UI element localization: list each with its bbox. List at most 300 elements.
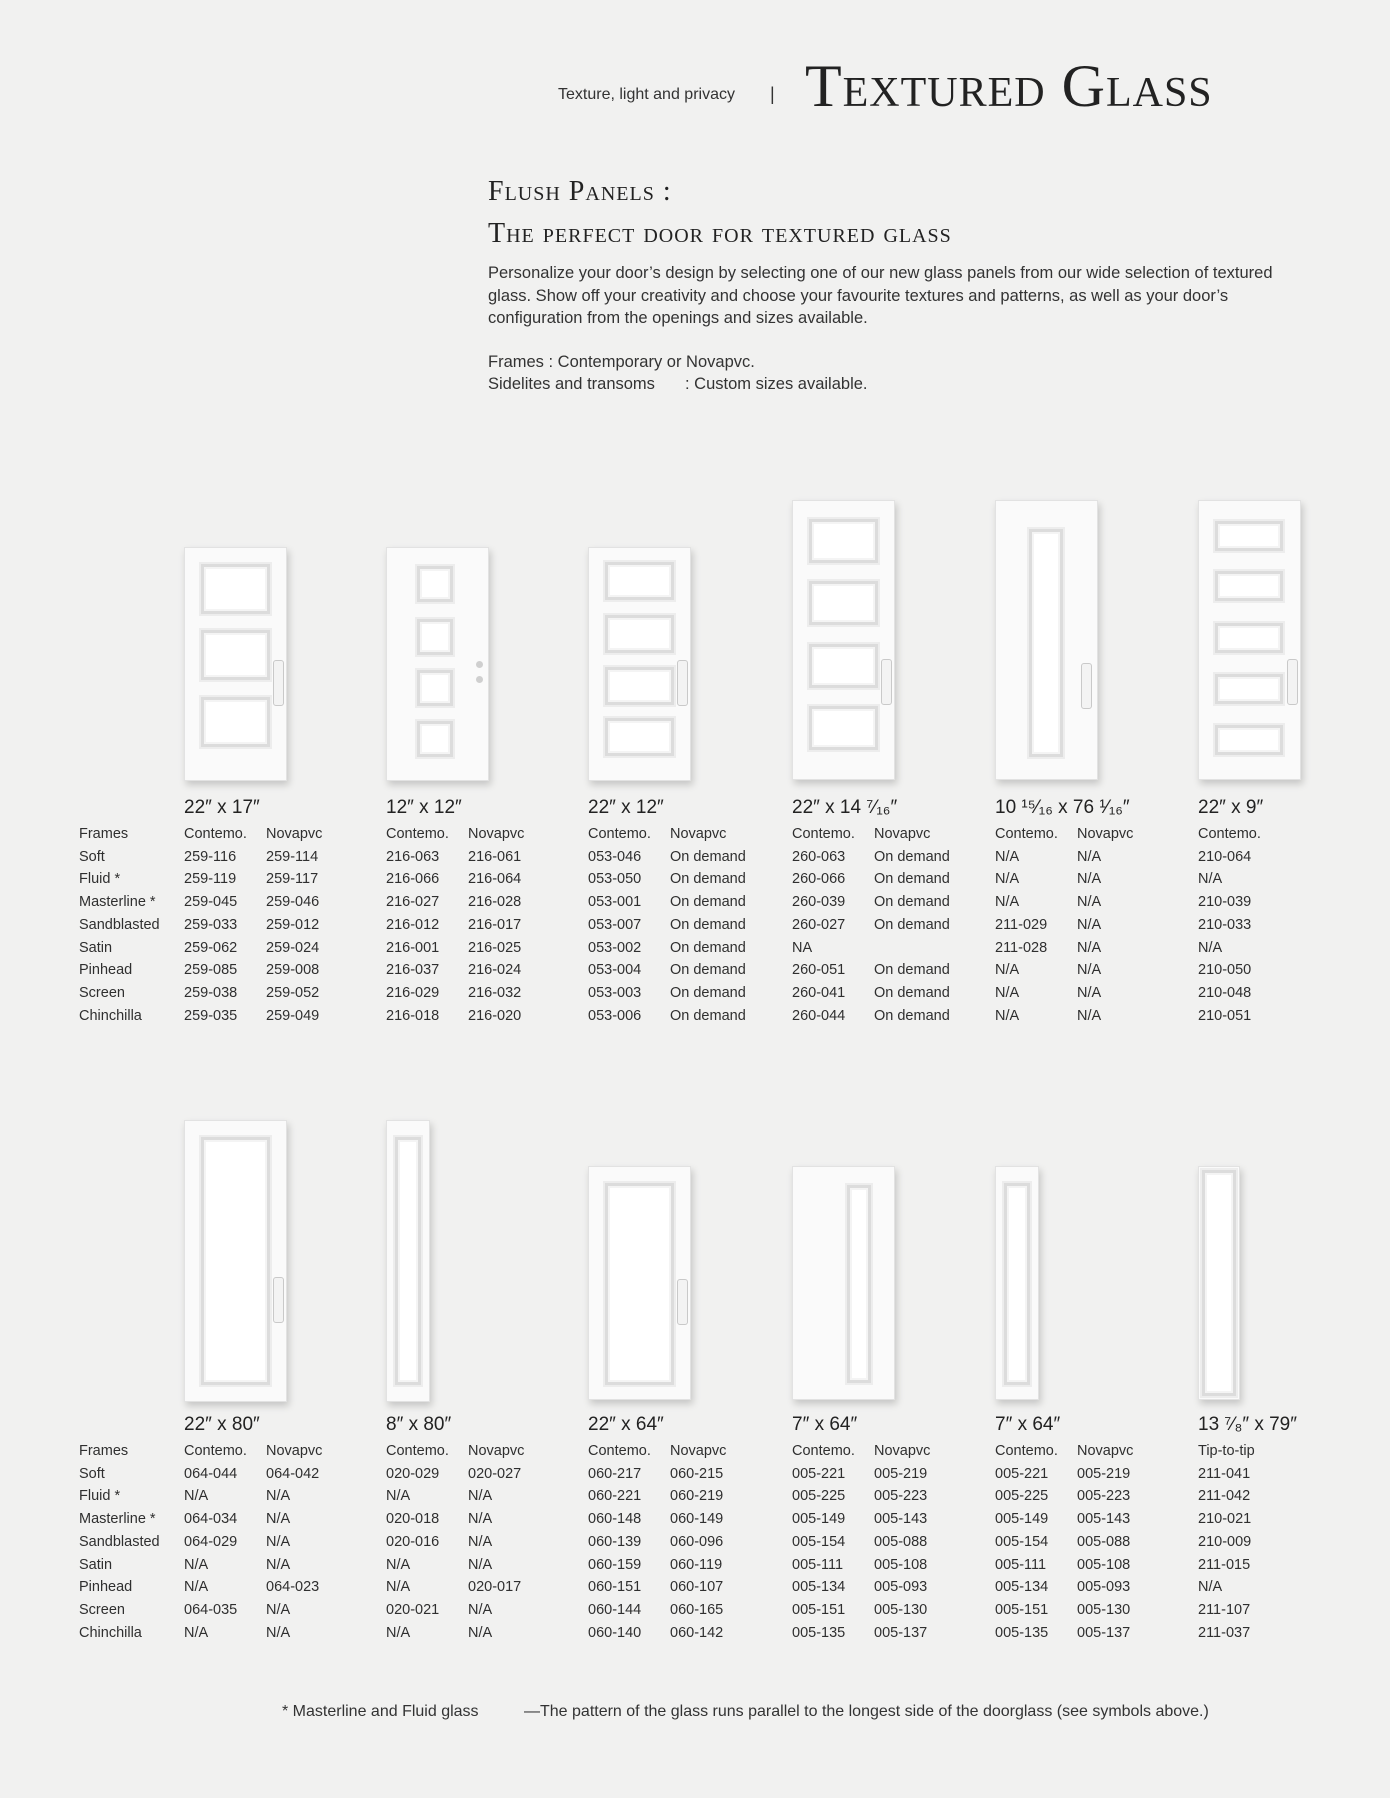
table-cell: 005-143 [1077, 1511, 1131, 1528]
product-dimension: 8″ x 80″ [386, 1414, 452, 1435]
table-cell: 259-033 [184, 916, 238, 933]
product-dimension: 22″ x 80″ [184, 1414, 260, 1435]
product-column-contemo [386, 1440, 449, 1644]
product-column-contemo [995, 1440, 1058, 1644]
glass-panel [605, 562, 674, 600]
table-cell: 064-044 [184, 1465, 238, 1482]
table-cell: On demand [670, 962, 746, 979]
table-cell: 210-039 [1198, 894, 1252, 911]
door-illustration-22x17 [184, 547, 287, 781]
table-cell: N/A [1077, 871, 1102, 888]
table-cell: 211-028 [995, 939, 1048, 956]
product-column-contemo [184, 823, 247, 1027]
glass-panel [605, 667, 674, 705]
door-handle [881, 659, 892, 705]
row-label: Pinhead [79, 962, 133, 979]
product-column-novapvc [670, 823, 746, 1027]
table-cell [1280, 823, 1284, 846]
row-label: Frames [79, 826, 129, 842]
table-cell: Contemo. [386, 1443, 449, 1459]
table-cell: 259-008 [266, 962, 320, 979]
table-cell: Tip-to-tip [1198, 1443, 1255, 1459]
sidelites-value: : Custom sizes available. [685, 375, 868, 393]
glass-panel [201, 564, 270, 614]
table-cell: Novapvc [1077, 1443, 1134, 1459]
table-cell: On demand [874, 894, 950, 911]
table-cell [1280, 1463, 1284, 1486]
table-cell: 005-111 [995, 1556, 1047, 1573]
door-illustration-22x80 [184, 1120, 287, 1402]
header-separator: | [770, 84, 775, 104]
top-row-labels [79, 823, 160, 1027]
door-knob [476, 676, 483, 683]
table-cell: 259-024 [266, 939, 320, 956]
table-cell [1280, 959, 1284, 982]
product-dimension: 22″ x 12″ [588, 797, 664, 818]
product-column-novapvc [874, 1440, 930, 1644]
table-cell: 005-137 [874, 1624, 928, 1641]
table-cell [1280, 1485, 1284, 1508]
table-cell [1280, 1576, 1284, 1599]
table-cell: 259-085 [184, 962, 238, 979]
door-handle [273, 1277, 284, 1323]
table-cell: 259-052 [266, 984, 320, 1001]
glass-panel [847, 1185, 871, 1383]
table-cell: N/A [995, 962, 1020, 979]
footer-note-asterisk: * Masterline and Fluid glass [282, 1703, 479, 1720]
glass-panel [201, 1137, 270, 1385]
page-title: Textured Glass [805, 53, 1213, 119]
table-cell [1280, 891, 1284, 914]
table-cell: 005-154 [792, 1533, 846, 1550]
table-cell: N/A [266, 1624, 291, 1641]
table-cell: 060-219 [670, 1488, 724, 1505]
table-cell: 216-012 [386, 916, 440, 933]
table-cell: 211-042 [1198, 1488, 1251, 1505]
door-handle [677, 1279, 688, 1325]
table-cell: 020-016 [386, 1533, 440, 1550]
table-cell: 210-033 [1198, 916, 1252, 933]
table-cell: On demand [874, 916, 950, 933]
table-cell: N/A [266, 1511, 291, 1528]
product-column-novapvc [468, 1440, 524, 1644]
table-cell: On demand [670, 984, 746, 1001]
row-label: Masterline * [79, 894, 156, 911]
sidelite-illustration-7x64 [995, 1166, 1039, 1400]
table-cell: 216-001 [386, 939, 440, 956]
table-cell: N/A [468, 1601, 493, 1618]
table-cell: 216-024 [468, 962, 522, 979]
table-cell: N/A [1077, 962, 1102, 979]
table-cell: 005-149 [995, 1511, 1049, 1528]
table-cell [1280, 1005, 1284, 1028]
product-column-contemo [1198, 823, 1261, 1027]
table-cell: 060-221 [588, 1488, 642, 1505]
table-cell [1280, 1622, 1284, 1645]
table-cell: 216-017 [468, 916, 522, 933]
table-cell: 005-221 [995, 1465, 1049, 1482]
product-column-novapvc [266, 1440, 322, 1644]
product-column-contemo [184, 1440, 247, 1644]
product-column-contemo [588, 1440, 651, 1644]
table-cell: 259-117 [266, 871, 319, 888]
glass-panel [605, 615, 674, 653]
table-cell: 060-139 [588, 1533, 642, 1550]
table-cell: On demand [670, 916, 746, 933]
table-cell: 005-223 [874, 1488, 928, 1505]
product-dimension: 13 ⁷⁄₈″ x 79″ [1198, 1414, 1297, 1435]
product-dimension: 10 ¹⁵⁄₁₆ x 76 ¹⁄₁₆″ [995, 797, 1130, 818]
table-cell: 053-050 [588, 871, 642, 888]
table-cell: N/A [1077, 894, 1102, 911]
section-title: Flush Panels : [488, 176, 672, 207]
glass-panel [605, 718, 674, 756]
product-column-contemo [792, 1440, 855, 1644]
table-cell: On demand [670, 939, 746, 956]
table-cell: 020-029 [386, 1465, 440, 1482]
row-label: Fluid * [79, 1488, 121, 1505]
table-cell: 005-225 [995, 1488, 1049, 1505]
product-column-contemo [588, 823, 651, 1027]
table-cell: 020-018 [386, 1511, 440, 1528]
glass-panel [605, 1183, 674, 1385]
table-cell: Contemo. [1198, 826, 1261, 842]
table-cell: 064-035 [184, 1601, 238, 1618]
table-cell: 260-063 [792, 848, 846, 865]
row-label: Screen [79, 1601, 125, 1618]
table-cell: 259-012 [266, 916, 320, 933]
table-cell: N/A [995, 848, 1020, 865]
footer-note-pattern: —The pattern of the glass runs parallel to the longest side of the doorglass (see symbols above.) [524, 1703, 1209, 1720]
product-dimension: 22″ x 17″ [184, 797, 260, 818]
table-cell: 005-108 [1077, 1556, 1131, 1573]
table-cell [1280, 937, 1284, 960]
table-cell: 020-017 [468, 1579, 522, 1596]
table-cell: N/A [995, 894, 1020, 911]
door-illustration-12x12 [386, 547, 489, 781]
table-cell: Novapvc [874, 826, 931, 842]
table-cell: 210-021 [1198, 1511, 1252, 1528]
table-cell: 005-219 [1077, 1465, 1131, 1482]
table-cell: NA [792, 939, 813, 956]
table-cell: On demand [670, 1007, 746, 1024]
table-cell: N/A [1077, 984, 1102, 1001]
table-cell: 216-032 [468, 984, 522, 1001]
product-column-novapvc [1280, 1440, 1284, 1644]
glass-panel [417, 721, 453, 757]
row-label: Screen [79, 984, 125, 1001]
row-label: Chinchilla [79, 1007, 142, 1024]
table-cell: 005-088 [1077, 1533, 1131, 1550]
table-cell: 005-134 [792, 1579, 846, 1596]
table-cell: 005-130 [874, 1601, 928, 1618]
table-cell: N/A [468, 1556, 493, 1573]
table-cell: 005-223 [1077, 1488, 1131, 1505]
product-dimension: 12″ x 12″ [386, 797, 462, 818]
glass-panel [201, 630, 270, 680]
door-handle [1287, 659, 1298, 705]
table-cell: 259-116 [184, 848, 237, 865]
table-cell: 216-020 [468, 1007, 522, 1024]
door-handle [677, 660, 688, 706]
table-cell: On demand [670, 894, 746, 911]
table-cell: 053-046 [588, 848, 642, 865]
table-cell: 060-149 [670, 1511, 724, 1528]
table-cell: 260-027 [792, 916, 846, 933]
table-cell: On demand [874, 984, 950, 1001]
table-cell: 005-149 [792, 1511, 846, 1528]
table-cell: 211-041 [1198, 1465, 1251, 1482]
product-dimension: 7″ x 64″ [792, 1414, 858, 1435]
table-cell: 210-064 [1198, 848, 1252, 865]
header-subtitle: Texture, light and privacy [558, 86, 735, 103]
product-column-contemo [1198, 1440, 1255, 1644]
row-label: Sandblasted [79, 1533, 160, 1550]
table-cell: 060-215 [670, 1465, 724, 1482]
table-cell [1280, 982, 1284, 1005]
table-cell: 260-051 [792, 962, 846, 979]
door-illustration-10x76 [995, 500, 1098, 780]
table-cell: 053-003 [588, 984, 642, 1001]
table-cell: 060-107 [670, 1579, 724, 1596]
product-column-contemo [792, 823, 855, 1027]
table-cell: N/A [266, 1601, 291, 1618]
product-dimension: 22″ x 9″ [1198, 797, 1264, 818]
table-cell: Novapvc [874, 1443, 931, 1459]
table-cell: N/A [1198, 939, 1223, 956]
table-cell: 060-159 [588, 1556, 642, 1573]
table-cell: 005-221 [792, 1465, 846, 1482]
table-cell: On demand [874, 848, 950, 865]
product-column-novapvc [1077, 1440, 1133, 1644]
table-cell: On demand [874, 1007, 950, 1024]
table-cell: 053-007 [588, 916, 642, 933]
table-cell: Novapvc [468, 1443, 525, 1459]
glass-panel [1215, 571, 1283, 601]
row-label: Fluid * [79, 871, 121, 888]
table-cell: 216-063 [386, 848, 440, 865]
table-cell: 053-006 [588, 1007, 642, 1024]
product-column-novapvc [468, 823, 524, 1027]
table-cell: 259-114 [266, 848, 319, 865]
table-cell: 005-151 [792, 1601, 846, 1618]
glass-panel [395, 1137, 421, 1385]
door-knob [476, 661, 483, 668]
glass-panel [1004, 1183, 1030, 1385]
table-cell: N/A [468, 1511, 493, 1528]
glass-panel [1029, 529, 1063, 757]
table-cell: 005-151 [995, 1601, 1049, 1618]
door-illustration-22x64 [588, 1166, 691, 1400]
table-cell: 064-042 [266, 1465, 320, 1482]
table-cell: Contemo. [588, 1443, 651, 1459]
door-handle [273, 660, 284, 706]
row-label: Soft [79, 1465, 105, 1482]
glass-panel [417, 566, 453, 602]
table-cell [1280, 914, 1284, 937]
table-cell: N/A [1077, 848, 1102, 865]
row-label: Soft [79, 848, 105, 865]
glass-panel [417, 670, 453, 706]
glass-panel [201, 697, 270, 747]
table-cell: 259-062 [184, 939, 238, 956]
table-cell: 260-044 [792, 1007, 846, 1024]
table-cell: Contemo. [184, 826, 247, 842]
table-cell: 060-148 [588, 1511, 642, 1528]
table-cell: On demand [874, 962, 950, 979]
glass-panel [809, 519, 878, 563]
table-cell: 053-004 [588, 962, 642, 979]
table-cell: 259-045 [184, 894, 238, 911]
table-cell: 005-093 [1077, 1579, 1131, 1596]
table-cell: N/A [1077, 939, 1102, 956]
table-cell: N/A [468, 1624, 493, 1641]
table-cell [1280, 846, 1284, 869]
table-cell: N/A [468, 1533, 493, 1550]
table-cell: 216-028 [468, 894, 522, 911]
table-cell: 005-225 [792, 1488, 846, 1505]
table-cell [1280, 1554, 1284, 1577]
door-illustration-7x64 [792, 1166, 895, 1400]
table-cell: 210-051 [1198, 1007, 1252, 1024]
table-cell: 216-029 [386, 984, 440, 1001]
table-cell: N/A [386, 1488, 411, 1505]
product-column-novapvc [266, 823, 322, 1027]
row-label: Sandblasted [79, 916, 160, 933]
row-label: Frames [79, 1443, 129, 1459]
frames-info: Frames : Contemporary or Novapvc. [488, 353, 755, 371]
table-cell: 060-144 [588, 1601, 642, 1618]
table-cell: 211-015 [1198, 1556, 1251, 1573]
sidelite-illustration-8x80 [386, 1120, 430, 1402]
table-cell: 259-119 [184, 871, 237, 888]
table-cell [874, 937, 950, 960]
table-cell: 259-046 [266, 894, 320, 911]
table-cell: 005-135 [792, 1624, 846, 1641]
table-cell: 060-096 [670, 1533, 724, 1550]
table-cell: On demand [670, 871, 746, 888]
product-column-contemo [386, 823, 449, 1027]
glass-panel [1215, 623, 1283, 653]
table-cell: N/A [184, 1624, 209, 1641]
table-cell: 005-111 [792, 1556, 844, 1573]
glass-panel [1215, 674, 1283, 704]
table-cell: 060-119 [670, 1556, 723, 1573]
table-cell: 020-027 [468, 1465, 522, 1482]
table-cell [1280, 1508, 1284, 1531]
table-cell: N/A [468, 1488, 493, 1505]
table-cell: 210-009 [1198, 1533, 1252, 1550]
table-cell: 064-023 [266, 1579, 320, 1596]
table-cell: Novapvc [266, 826, 323, 842]
table-cell: 211-029 [995, 916, 1048, 933]
table-cell: 005-143 [874, 1511, 928, 1528]
glass-panel [809, 644, 878, 688]
product-dimension: 22″ x 14 ⁷⁄₁₆″ [792, 797, 898, 818]
section-subtitle: The perfect door for textured glass [488, 218, 952, 249]
table-cell: 060-140 [588, 1624, 642, 1641]
table-cell: Contemo. [995, 1443, 1058, 1459]
table-cell [1280, 1531, 1284, 1554]
table-cell: Contemo. [792, 1443, 855, 1459]
table-cell: 259-038 [184, 984, 238, 1001]
table-cell: Novapvc [1077, 826, 1134, 842]
table-cell: 020-021 [386, 1601, 440, 1618]
product-dimension: 7″ x 64″ [995, 1414, 1061, 1435]
table-cell: 060-142 [670, 1624, 724, 1641]
product-column-novapvc [1280, 823, 1284, 1027]
bottom-row-labels [79, 1440, 160, 1644]
table-cell: 210-048 [1198, 984, 1252, 1001]
door-illustration-22x14 [792, 500, 895, 780]
table-cell: 210-050 [1198, 962, 1252, 979]
row-label: Pinhead [79, 1579, 133, 1596]
table-cell: N/A [1198, 871, 1223, 888]
product-dimension: 22″ x 64″ [588, 1414, 664, 1435]
glass-panel [1215, 725, 1283, 755]
product-column-novapvc [874, 823, 950, 1027]
table-cell: Contemo. [995, 826, 1058, 842]
table-cell: N/A [184, 1488, 209, 1505]
table-cell: N/A [386, 1624, 411, 1641]
table-cell: 064-029 [184, 1533, 238, 1550]
table-cell: 216-037 [386, 962, 440, 979]
table-cell: N/A [266, 1488, 291, 1505]
table-cell: 259-035 [184, 1007, 238, 1024]
table-cell: 005-093 [874, 1579, 928, 1596]
table-cell: N/A [386, 1579, 411, 1596]
table-cell: 005-130 [1077, 1601, 1131, 1618]
table-cell: N/A [184, 1556, 209, 1573]
row-label: Satin [79, 939, 113, 956]
table-cell: Contemo. [588, 826, 651, 842]
table-cell: 005-219 [874, 1465, 928, 1482]
table-cell: 216-018 [386, 1007, 440, 1024]
table-cell: 216-066 [386, 871, 440, 888]
glass-panel [417, 619, 453, 655]
table-cell: N/A [1198, 1579, 1223, 1596]
door-handle [1081, 663, 1092, 709]
door-illustration-22x12 [588, 547, 691, 781]
table-cell: Novapvc [670, 826, 727, 842]
table-cell: Novapvc [670, 1443, 727, 1459]
table-cell: 005-154 [995, 1533, 1049, 1550]
table-cell: 005-088 [874, 1533, 928, 1550]
table-cell: N/A [995, 984, 1020, 1001]
table-cell [1280, 1599, 1284, 1622]
table-cell: 060-151 [588, 1579, 642, 1596]
table-cell: Contemo. [386, 826, 449, 842]
table-cell: On demand [670, 848, 746, 865]
table-cell: Novapvc [266, 1443, 323, 1459]
table-cell: 216-025 [468, 939, 522, 956]
table-cell: 053-001 [588, 894, 642, 911]
table-cell: 259-049 [266, 1007, 320, 1024]
table-cell: 211-037 [1198, 1624, 1251, 1641]
glass-panel [1202, 1170, 1236, 1396]
sidelites-label: Sidelites and transoms [488, 375, 655, 393]
table-cell: 060-165 [670, 1601, 724, 1618]
table-cell: 060-217 [588, 1465, 642, 1482]
table-cell: 260-066 [792, 871, 846, 888]
table-cell: N/A [184, 1579, 209, 1596]
door-illustration-22x9 [1198, 500, 1301, 780]
table-cell [1280, 868, 1284, 891]
table-cell: Novapvc [468, 826, 525, 842]
row-label: Satin [79, 1556, 113, 1573]
table-cell: N/A [266, 1533, 291, 1550]
table-cell: On demand [874, 871, 950, 888]
